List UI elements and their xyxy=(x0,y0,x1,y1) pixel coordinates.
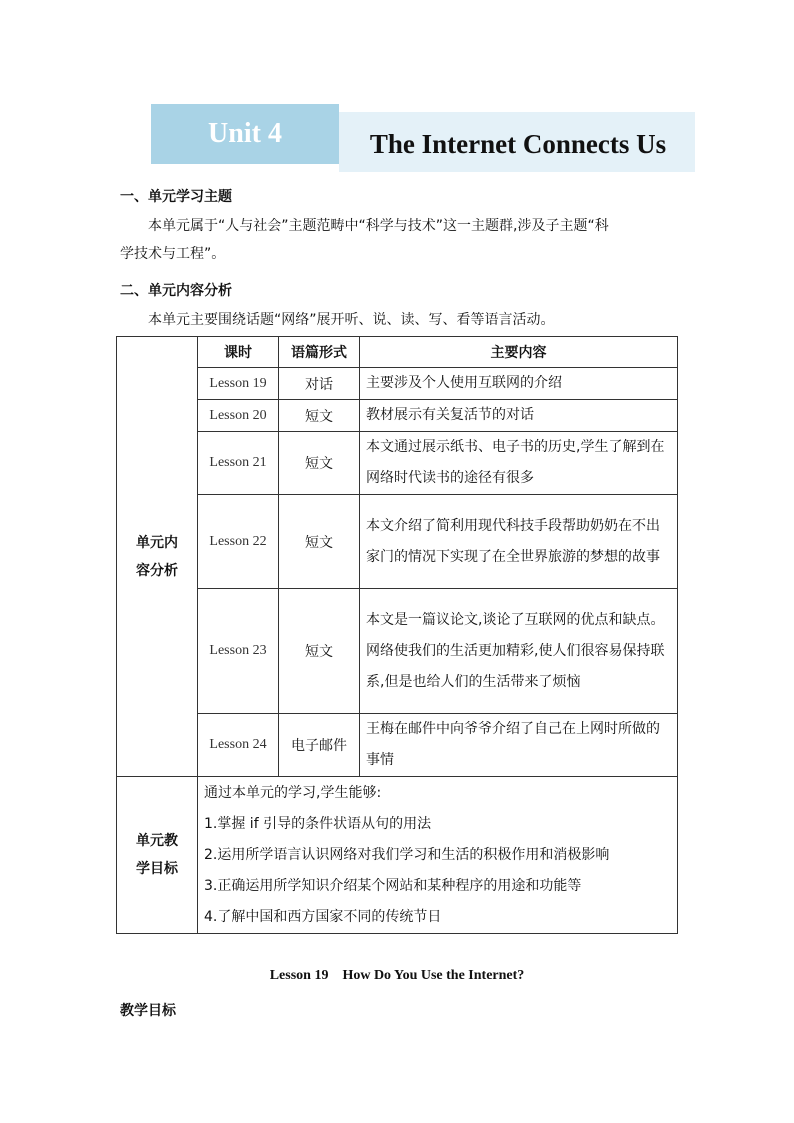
goal-line: 2.运用所学语言认识网络对我们学习和生活的积极作用和消极影响 xyxy=(204,846,610,863)
lesson-heading: 教学目标 xyxy=(120,1003,176,1019)
section2-line1: 本单元主要围绕话题“网络”展开听、说、读、写、看等语言活动。 xyxy=(148,312,555,328)
lesson-cell: Lesson 19 xyxy=(198,368,279,400)
table-row xyxy=(117,400,678,432)
table-row xyxy=(117,368,678,400)
form-cell: 对话 xyxy=(279,368,360,400)
form-cell: 短文 xyxy=(279,400,360,432)
header-lesson: 课时 xyxy=(198,337,279,368)
goals-row xyxy=(117,777,678,934)
goals-cell xyxy=(198,777,678,934)
form-cell: 短文 xyxy=(279,589,360,714)
unit-banner xyxy=(151,104,695,168)
section2-heading: 二、单元内容分析 xyxy=(120,283,232,299)
section1-heading: 一、单元学习主题 xyxy=(120,189,232,205)
goal-line: 1.掌握 if 引导的条件状语从句的用法 xyxy=(204,815,432,832)
section1-line2: 学技术与工程”。 xyxy=(120,246,226,262)
side-label-goals xyxy=(117,777,198,934)
lesson-title: Lesson 19 How Do You Use the Internet? xyxy=(269,968,525,983)
table-header-row xyxy=(117,337,678,368)
lesson-cell: Lesson 21 xyxy=(198,432,279,495)
form-cell: 短文 xyxy=(279,432,360,495)
content-cell: 本文介绍了简利用现代科技手段帮助奶奶在不出家门的情况下实现了在全世界旅游的梦想的故事 xyxy=(360,495,678,589)
content-cell: 教材展示有关复活节的对话 xyxy=(360,400,678,432)
table-row xyxy=(117,432,678,495)
goal-line: 4.了解中国和西方国家不同的传统节日 xyxy=(204,908,442,925)
lesson-cell: Lesson 24 xyxy=(198,714,279,777)
content-cell: 王梅在邮件中向爷爷介绍了自己在上网时所做的事情 xyxy=(360,714,678,777)
table-row xyxy=(117,495,678,589)
side-label-goals-text: 单元教学目标 xyxy=(136,833,178,877)
content-cell: 本文通过展示纸书、电子书的历史,学生了解到在网络时代读书的途径有很多 xyxy=(360,432,678,495)
section1-line1: 本单元属于“人与社会”主题范畴中“科学与技术”这一主题群,涉及子主题“科 xyxy=(148,218,609,234)
goal-line: 3.正确运用所学知识介绍某个网站和某种程序的用途和功能等 xyxy=(204,877,582,894)
unit-label: Unit 4 xyxy=(208,118,282,149)
header-content: 主要内容 xyxy=(360,337,678,368)
table-row xyxy=(117,714,678,777)
content-cell: 本文是一篇议论文,谈论了互联网的优点和缺点。网络使我们的生活更加精彩,使人们很容易保持联系,但是也给人们的生活带来了烦恼 xyxy=(360,589,678,714)
content-cell: 主要涉及个人使用互联网的介绍 xyxy=(360,368,678,400)
lesson-cell: Lesson 23 xyxy=(198,589,279,714)
form-cell: 电子邮件 xyxy=(279,714,360,777)
goal-line: 通过本单元的学习,学生能够: xyxy=(204,784,382,801)
side-label-content-text: 单元内容分析 xyxy=(136,534,178,579)
form-cell: 短文 xyxy=(279,495,360,589)
lesson-cell: Lesson 20 xyxy=(198,400,279,432)
unit-content-table xyxy=(116,336,678,934)
side-label-content xyxy=(117,337,198,777)
unit-title: The Internet Connects Us xyxy=(369,129,667,159)
table-row xyxy=(117,589,678,714)
header-form: 语篇形式 xyxy=(279,337,360,368)
lesson-cell: Lesson 22 xyxy=(198,495,279,589)
